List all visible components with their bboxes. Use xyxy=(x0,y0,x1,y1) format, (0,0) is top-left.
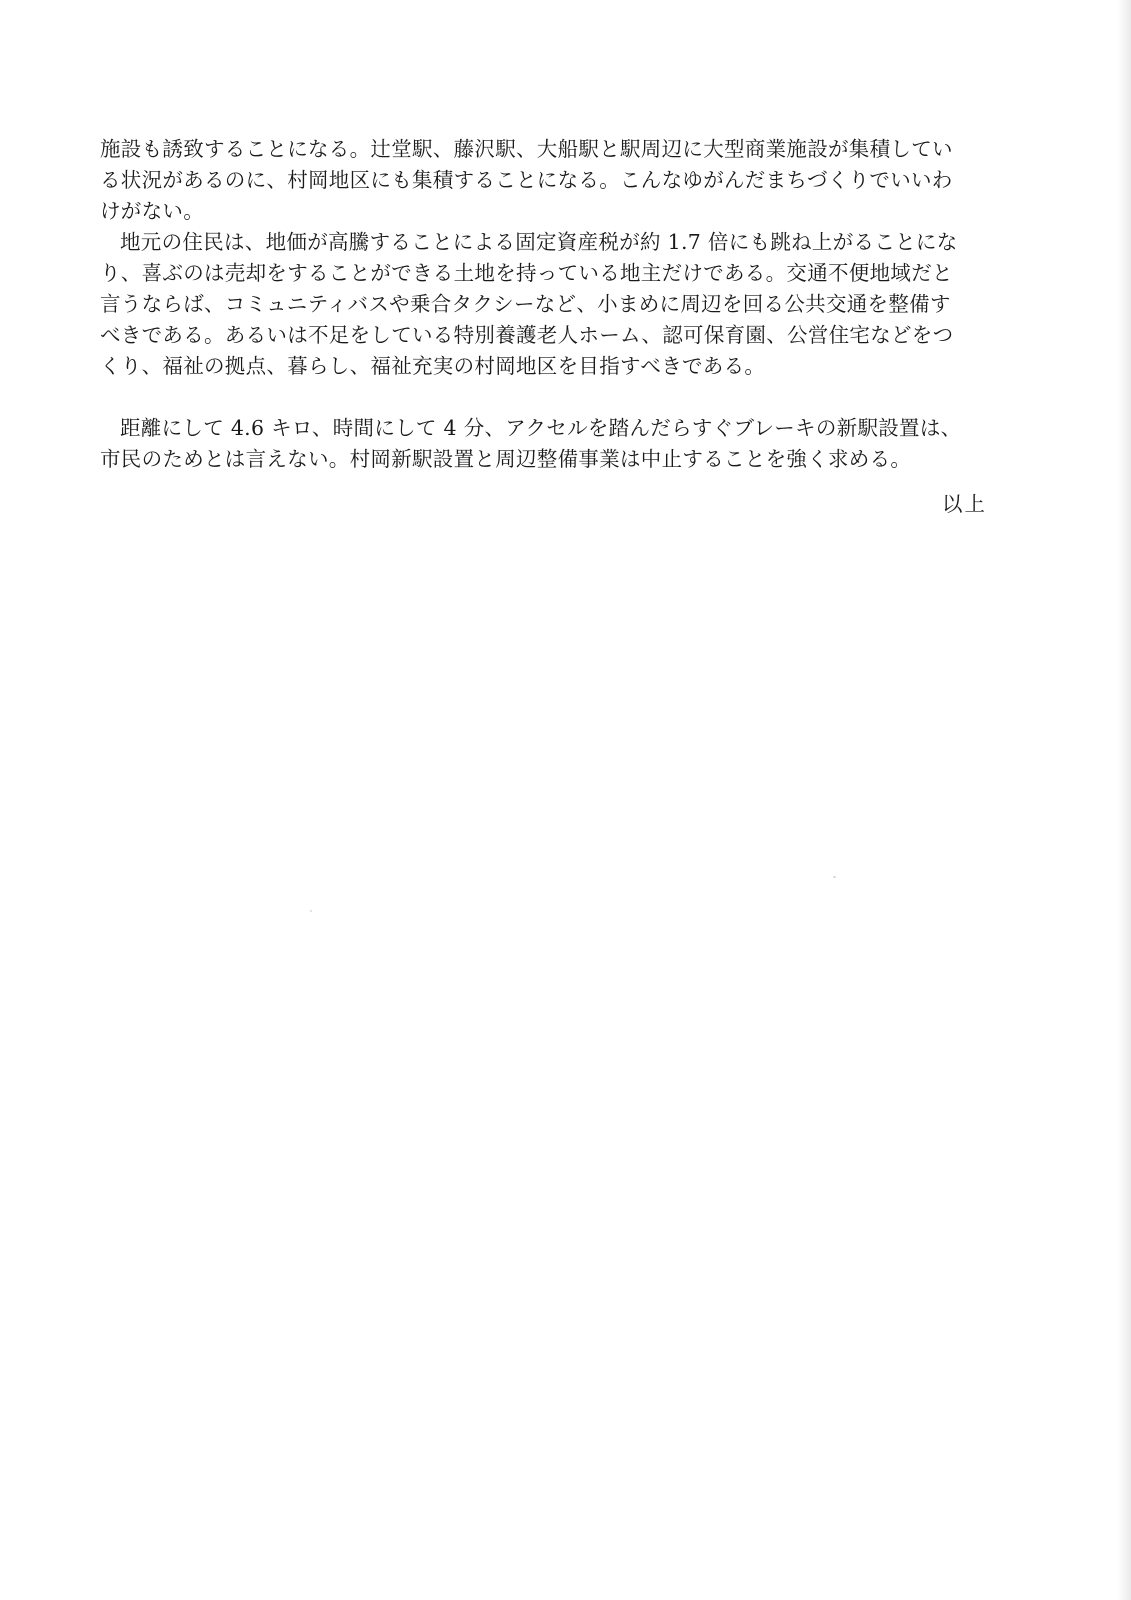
scan-speck xyxy=(833,876,836,878)
paragraph-3-line-2: 市民のためとは言えない。村岡新駅設置と周辺整備事業は中止することを強く求める。 xyxy=(100,447,912,471)
document-body xyxy=(100,134,1030,475)
scan-speck xyxy=(310,910,312,912)
paragraph-1-line-1: 施設も誘致することになる。辻堂駅、藤沢駅、大船駅と駅周辺に大型商業施設が集積してい xyxy=(100,137,953,161)
paragraph-2-line-3: 言うならば、コミュニティバスや乗合タクシーなど、小まめに周辺を回る公共交通を整備す xyxy=(100,292,951,316)
paragraph-2-line-5: くり、福祉の拠点、暮らし、福祉充実の村岡地区を目指すべきである。 xyxy=(100,354,766,378)
paragraph-gap xyxy=(100,382,1030,413)
paragraph-2-line-4: べきである。あるいは不足をしている特別養護老人ホーム、認可保育園、公営住宅などをつ xyxy=(100,323,954,347)
closing-remark: 以上 xyxy=(942,492,987,516)
paragraph-1-line-3: けがない。 xyxy=(100,199,204,223)
paragraph-2-line-2: り、喜ぶのは売却をすることができる土地を持っている地主だけである。交通不便地域だと xyxy=(100,261,953,285)
paragraph-2-line-1: 地元の住民は、地価が高騰することによる固定資産税が約 1.7 倍にも跳ね上がることにな xyxy=(120,230,958,254)
scan-edge-shadow xyxy=(1117,0,1131,1600)
paragraph-3-line-1: 距離にして 4.6 キロ、時間にして 4 分、アクセルを踏んだらすぐブレーキの新駅設置は、 xyxy=(120,416,962,440)
paragraph-1-line-2: る状況があるのに、村岡地区にも集積することになる。こんなゆがんだまちづくりでいいわ xyxy=(100,168,953,192)
